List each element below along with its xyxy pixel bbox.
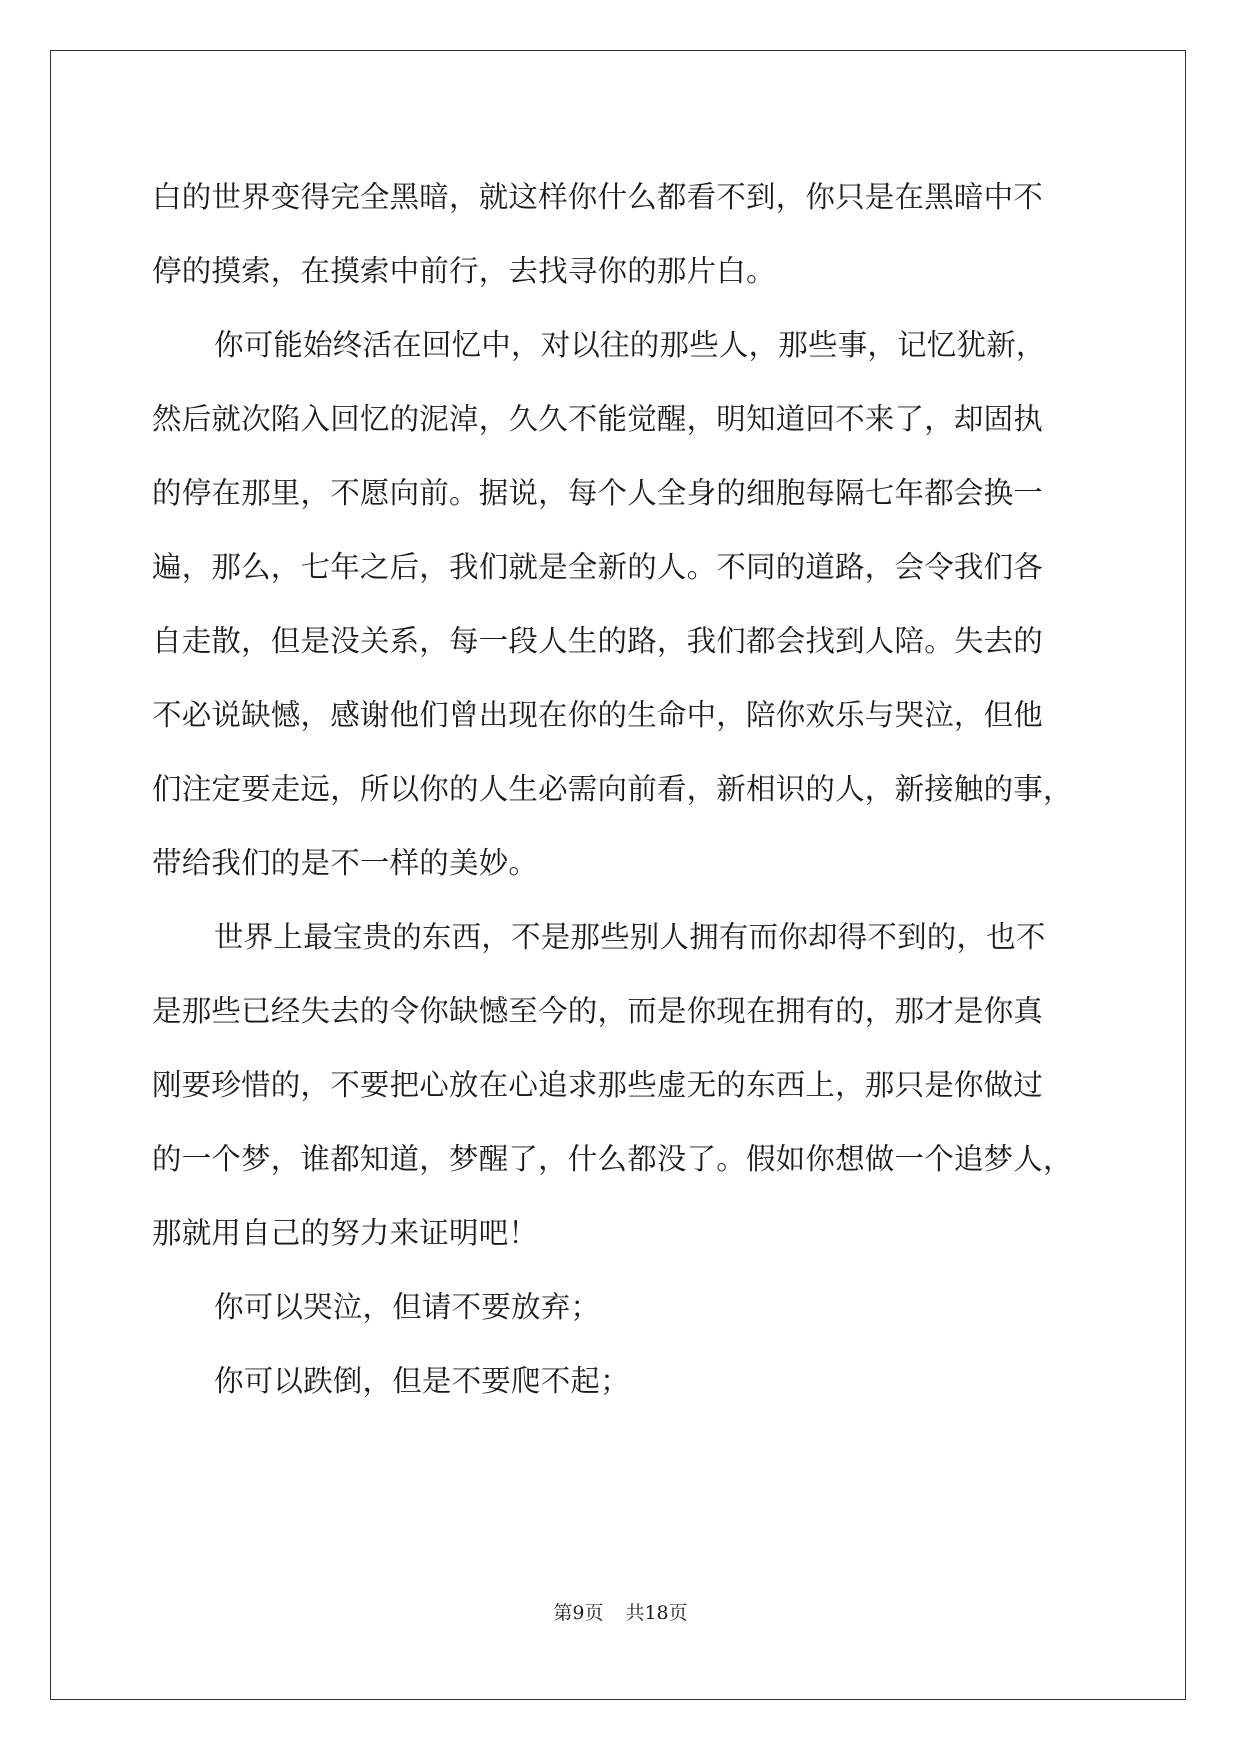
text-line: 的停在那里，不愿向前。据说，每个人全身的细胞每隔七年都会换一 [152, 476, 1044, 510]
page-number: 第9页 [553, 1602, 604, 1624]
text-line: 遍，那么，七年之后，我们就是全新的人。不同的道路，会令我们各 [152, 550, 1044, 584]
text-line: 不必说缺憾，感谢他们曾出现在你的生命中，陪你欢乐与哭泣，但他 [152, 698, 1044, 732]
text-line: 带给我们的是不一样的美妙。 [152, 846, 539, 880]
text-line: 自走散，但是没关系，每一段人生的路，我们都会找到人陪。失去的 [152, 624, 1044, 658]
text-line: 刚要珍惜的，不要把心放在心追求那些虚无的东西上，那只是你做过 [152, 1068, 1044, 1102]
text-line: 是那些已经失去的令你缺憾至今的，而是你现在拥有的，那才是你真 [152, 994, 1044, 1028]
paragraph-first-line: 你可以跌倒，但是不要爬不起； [214, 1364, 630, 1398]
paragraph-first-line: 世界上最宝贵的东西，不是那些别人拥有而你却得不到的，也不 [214, 920, 1046, 954]
paragraph-first-line: 你可能始终活在回忆中，对以往的那些人，那些事，记忆犹新， [214, 328, 1046, 362]
text-line: 那就用自己的努力来证明吧！ [152, 1216, 539, 1250]
total-pages: 共18页 [625, 1602, 688, 1624]
text-line: 停的摸索，在摸索中前行，去找寻你的那片白。 [152, 254, 776, 288]
page-footer [0, 1598, 1241, 1625]
paragraph-first-line: 你可以哭泣，但请不要放弃； [214, 1290, 601, 1324]
text-line: 然后就次陷入回忆的泥淖，久久不能觉醒，明知道回不来了，却固执 [152, 402, 1044, 436]
text-line: 们注定要走远，所以你的人生必需向前看，新相识的人，新接触的事， [152, 772, 1073, 806]
text-line: 的一个梦，谁都知道，梦醒了，什么都没了。假如你想做一个追梦人， [152, 1142, 1073, 1176]
document-body [152, 160, 1092, 1418]
text-line: 白的世界变得完全黑暗，就这样你什么都看不到，你只是在黑暗中不 [152, 180, 1044, 214]
